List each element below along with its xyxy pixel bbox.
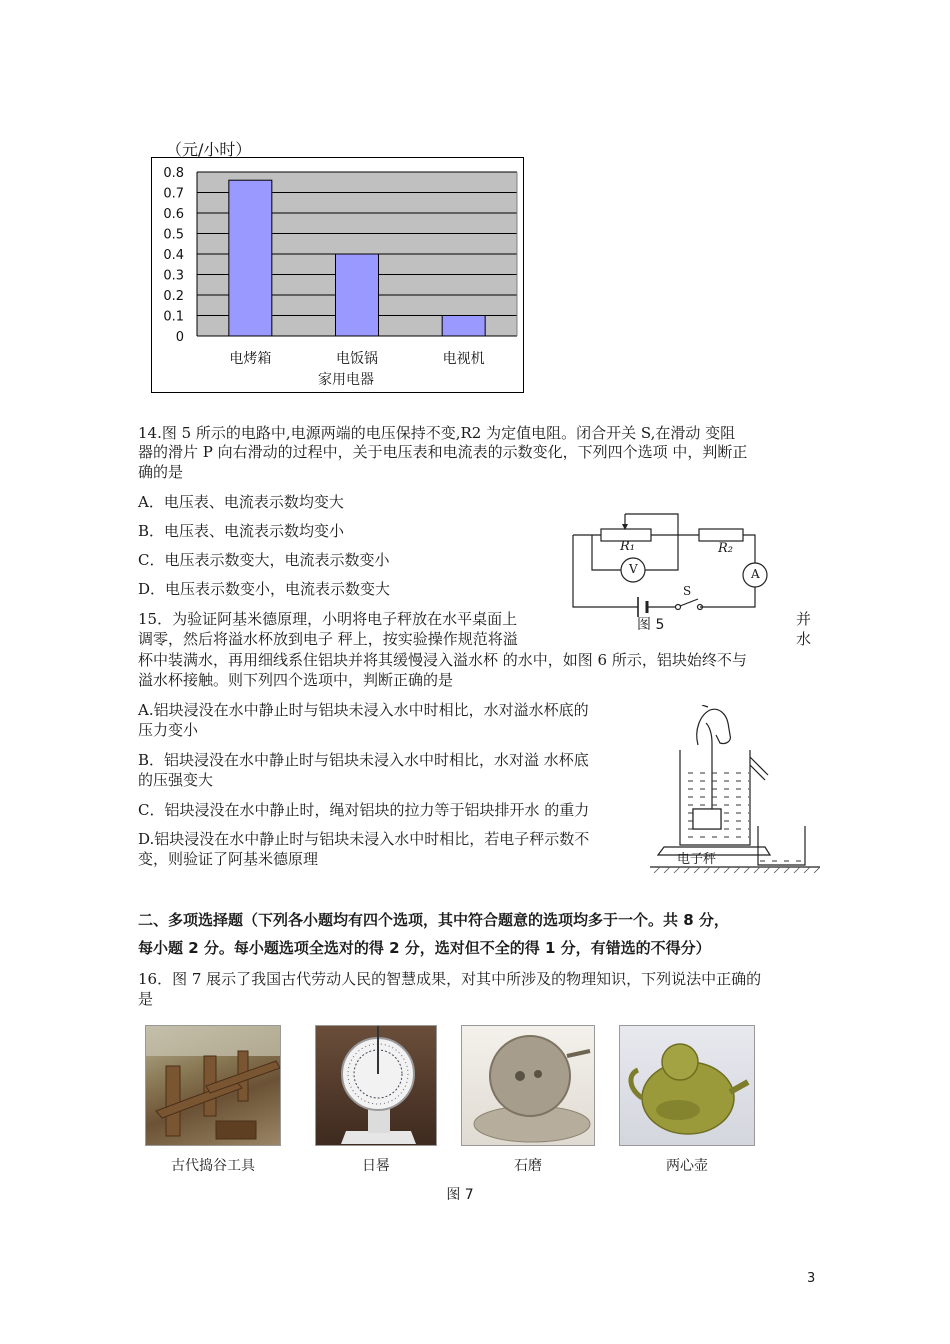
q15-option-a-1: A.铝块浸没在水中静止时与铝块未浸入水中时相比，水对溢水杯底的 bbox=[138, 701, 589, 719]
chart-unit-label: （元/小时） bbox=[166, 140, 252, 159]
y-tick-label: 0.5 bbox=[163, 227, 184, 243]
y-tick-label: 0.7 bbox=[163, 186, 184, 202]
q14-option-b: B．电压表、电流表示数均变小 bbox=[138, 522, 345, 540]
chart-svg bbox=[0, 0, 950, 420]
q15-line-1: 15．为验证阿基米德原理，小明将电子秤放在水平桌面上 bbox=[138, 610, 518, 628]
photo-grain-pounder bbox=[145, 1025, 281, 1146]
section2-heading-2: 每小题 2 分。每小题选项全选对的得 2 分，选对但不全的得 1 分，有错选的不得分） bbox=[138, 939, 711, 957]
bar-0 bbox=[229, 180, 272, 336]
x-tick-label: 电视机 bbox=[442, 351, 485, 367]
x-tick-label: 电饭锅 bbox=[336, 351, 378, 367]
bar-2 bbox=[442, 316, 485, 337]
fig7-caption-sundial: 日晷 bbox=[362, 1158, 390, 1174]
page-number: 3 bbox=[807, 1271, 816, 1286]
q14-option-a: A．电压表、电流表示数均变大 bbox=[138, 493, 344, 511]
x-tick-label: 电烤箱 bbox=[229, 351, 272, 367]
chart-xlabel: 家用电器 bbox=[318, 372, 374, 388]
fig5-r2-label: R₂ bbox=[718, 541, 733, 556]
y-tick-label: 0.4 bbox=[163, 248, 184, 263]
fig5-ammeter-label: A bbox=[751, 567, 760, 581]
q14-option-c: C．电压表示数变大，电流表示数变小 bbox=[138, 551, 390, 569]
y-tick-label: 0.1 bbox=[163, 309, 184, 325]
photo-sundial bbox=[315, 1025, 437, 1146]
q15-line-3: 杯中装满水，再用细线系住铝块并将其缓慢浸入溢水杯 的水中，如图 6 所示，铝块始终不与 bbox=[138, 651, 747, 669]
q15-line-4: 溢水杯接触。则下列四个选项中，判断正确的是 bbox=[138, 671, 454, 689]
y-tick-label: 0.3 bbox=[163, 268, 184, 284]
q15-option-b-1: B．铝块浸没在水中静止时与铝块未浸入水中时相比，水对溢 水杯底 bbox=[138, 751, 589, 769]
q15-option-c: C．铝块浸没在水中静止时，绳对铝块的拉力等于铝块排开水 的重力 bbox=[138, 801, 590, 819]
bar-1 bbox=[336, 254, 379, 336]
section2-heading-1: 二、多项选择题（下列各小题均有四个选项，其中符合题意的选项均多于一个。共 8 分， bbox=[138, 911, 729, 929]
fig7-caption-mill: 石磨 bbox=[514, 1158, 542, 1174]
fig7-caption-pounder: 古代捣谷工具 bbox=[171, 1158, 255, 1174]
q14-line-2: 器的滑片 P 向右滑动的过程中，关于电压表和电流表的示数变化，下列四个选项 中，判断正 bbox=[138, 443, 748, 461]
q15-option-d-1: D.铝块浸没在水中静止时与铝块未浸入水中时相比，若电子秤示数不 bbox=[138, 830, 590, 848]
q14-line-1: 14.图 5 所示的电路中,电源两端的电压保持不变,R2 为定值电阻。闭合开关 S,在滑动 变阻 bbox=[138, 424, 736, 442]
fig7-title: 图 7 bbox=[446, 1187, 474, 1203]
photo-stone-mill bbox=[461, 1025, 595, 1146]
y-tick-label: 0.6 bbox=[163, 207, 184, 222]
fig5-caption: 图 5 bbox=[637, 617, 665, 633]
y-tick-label: 0.8 bbox=[163, 166, 184, 181]
y-tick-label: 0 bbox=[175, 330, 184, 345]
q16-line-1: 16．图 7 展示了我国古代劳动人民的智慧成果，对其中所涉及的物理知识，下列说法中正确的 bbox=[138, 970, 762, 988]
overflow-cup-diagram bbox=[650, 705, 820, 873]
q15-option-a-2: 压力变小 bbox=[138, 721, 199, 739]
q14-line-3: 确的是 bbox=[138, 463, 184, 481]
fig5-voltmeter-label: V bbox=[629, 562, 638, 576]
fig5-r1-label: R₁ bbox=[620, 539, 635, 554]
q15-line-2-end: 水 bbox=[796, 630, 812, 648]
q15-option-b-2: 的压强变大 bbox=[138, 771, 214, 789]
q14-option-d: D．电压表示数变小，电流表示数变大 bbox=[138, 580, 391, 598]
fig5-switch-label: S bbox=[683, 584, 692, 598]
photo-two-heart-pot bbox=[619, 1025, 755, 1146]
fig7-caption-pot: 两心壶 bbox=[666, 1158, 708, 1174]
q15-option-d-2: 变，则验证了阿基米德原理 bbox=[138, 850, 319, 868]
q15-line-1-end: 并 bbox=[796, 610, 812, 628]
y-tick-label: 0.2 bbox=[163, 289, 184, 304]
q16-line-2: 是 bbox=[138, 990, 154, 1008]
q15-line-2: 调零，然后将溢水杯放到电子 秤上，按实验操作规范将溢 bbox=[138, 630, 518, 648]
fig6-scale-label: 电子秤 bbox=[677, 852, 717, 867]
